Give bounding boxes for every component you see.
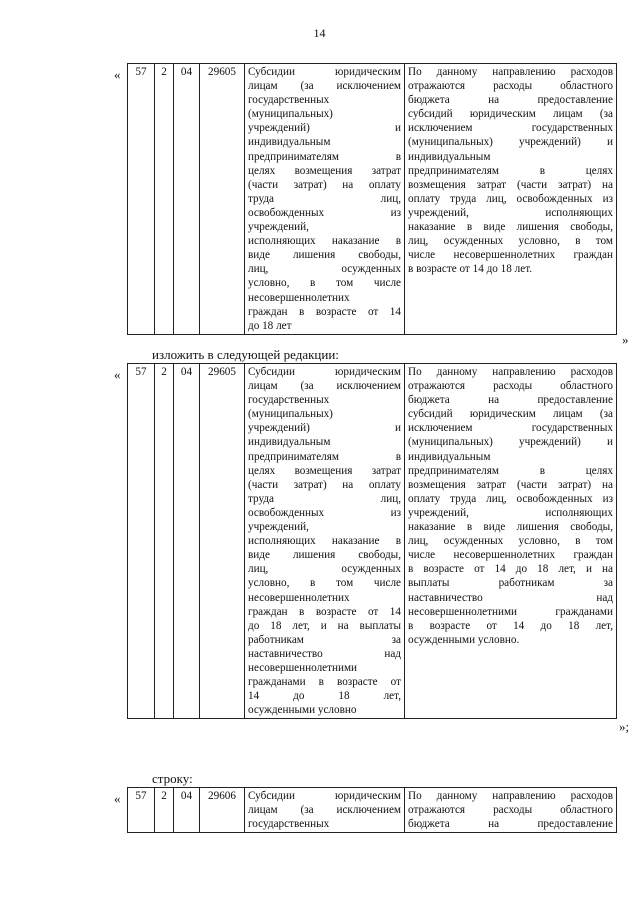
opening-quote: « bbox=[114, 367, 121, 382]
text-line: лиц, осужденных условно, в том bbox=[408, 535, 613, 548]
text-line: (муниципальных) учреждений) и bbox=[408, 136, 613, 149]
text-line: предпринимателям в bbox=[248, 150, 401, 163]
direction-name-text bbox=[248, 365, 401, 717]
budget-row-table-old bbox=[127, 63, 617, 335]
text-line: бюджета на предоставление bbox=[408, 818, 613, 831]
text-line: отражаются расходы областного bbox=[408, 80, 613, 93]
code-direction-cell: 29605 bbox=[200, 364, 245, 719]
text-line: несовершеннолетними bbox=[248, 661, 358, 674]
text-line: гражданами в возрасте от bbox=[248, 676, 401, 689]
budget-row-table-next bbox=[127, 787, 617, 833]
text-line: числе несовершеннолетних граждан bbox=[408, 249, 613, 262]
direction-description-text bbox=[408, 365, 613, 647]
text-line: 14 до 18 лет, bbox=[248, 690, 401, 703]
code-subsection-cell: 04 bbox=[174, 364, 200, 719]
direction-name-text bbox=[248, 65, 401, 333]
code-subsection-cell: 04 bbox=[174, 788, 200, 833]
text-line: учреждений, исполняющих bbox=[408, 206, 613, 219]
text-line: индивидуальным bbox=[408, 450, 491, 463]
text-line: отражаются расходы областного bbox=[408, 804, 613, 817]
text-line: (муниципальных) bbox=[248, 408, 333, 421]
text-line: государственных bbox=[248, 394, 330, 407]
text-line: в возрасте от 14 до 18 лет, и на bbox=[408, 563, 613, 576]
code-chapter-cell: 57 bbox=[128, 64, 155, 335]
text-line: до 18 лет, и на выплаты bbox=[248, 619, 401, 632]
text-line: исполняющих наказание в bbox=[248, 235, 401, 248]
text-line: исполняющих наказание в bbox=[248, 535, 401, 548]
opening-quote: « bbox=[114, 67, 121, 82]
text-line: труда лиц, bbox=[248, 492, 401, 505]
text-line: возмещения затрат (части затрат) на bbox=[408, 478, 613, 491]
closing-quote: »; bbox=[619, 719, 630, 734]
direction-name-cell bbox=[245, 364, 405, 719]
text-line: лиц, осужденных bbox=[248, 263, 401, 276]
text-line: учреждений) и bbox=[248, 422, 401, 435]
text-line: оплату труда лиц, освобожденных из bbox=[408, 492, 613, 505]
text-line: целях возмещения затрат bbox=[248, 164, 401, 177]
text-line: учреждений) и bbox=[248, 122, 401, 135]
text-line: несовершеннолетних bbox=[248, 291, 350, 304]
text-line: индивидуальным bbox=[248, 136, 331, 149]
table-row bbox=[128, 364, 617, 719]
text-line: наказание в виде лишения свободы, bbox=[408, 221, 613, 234]
text-line: осужденными условно. bbox=[408, 633, 520, 646]
text-line: в возрасте от 14 до 18 лет, bbox=[408, 619, 613, 632]
text-line: Субсидии юридическим bbox=[248, 66, 401, 78]
code-section-cell: 2 bbox=[155, 64, 174, 335]
code-subsection-cell: 04 bbox=[174, 64, 200, 335]
text-line: (части затрат) на оплату bbox=[248, 478, 401, 491]
page-number: 14 bbox=[313, 26, 326, 40]
text-line: граждан в возрасте от 14 bbox=[248, 305, 401, 318]
code-section-cell: 2 bbox=[155, 788, 174, 833]
code-chapter-cell: 57 bbox=[128, 788, 155, 833]
text-line: учреждений, bbox=[248, 221, 309, 234]
text-line: субсидий юридическим лицам (за bbox=[408, 408, 613, 421]
text-line: несовершеннолетними гражданами bbox=[408, 605, 613, 618]
text-line: возмещения затрат (части затрат) на bbox=[408, 178, 613, 191]
text-line: до 18 лет bbox=[248, 319, 292, 332]
text-line: отражаются расходы областного bbox=[408, 380, 613, 393]
text-line: наставничество над bbox=[408, 591, 613, 604]
direction-name-text bbox=[248, 789, 401, 831]
text-line: предпринимателям в целях bbox=[408, 164, 613, 177]
text-line: По данному направлению расходов bbox=[408, 366, 613, 378]
text-line: наставничество над bbox=[248, 647, 401, 660]
budget-row-table-new bbox=[127, 363, 617, 719]
closing-quote: » bbox=[622, 332, 629, 347]
text-line: в возрасте от 14 до 18 лет. bbox=[408, 263, 533, 276]
text-line: субсидий юридическим лицам (за bbox=[408, 108, 613, 121]
text-line: индивидуальным bbox=[248, 436, 331, 449]
table-row bbox=[128, 64, 617, 335]
text-line: работникам за bbox=[248, 633, 401, 646]
text-line: По данному направлению расходов bbox=[408, 66, 613, 78]
text-line: виде лишения свободы, bbox=[248, 549, 401, 562]
text-line: учреждений, исполняющих bbox=[408, 506, 613, 519]
text-line: учреждений, bbox=[248, 521, 309, 534]
code-chapter-cell: 57 bbox=[128, 364, 155, 719]
text-line: лицам (за исключением bbox=[248, 380, 401, 393]
code-direction-cell: 29605 bbox=[200, 64, 245, 335]
direction-description-cell bbox=[405, 64, 617, 335]
text-line: труда лиц, bbox=[248, 192, 401, 205]
text-line: (части затрат) на оплату bbox=[248, 178, 401, 191]
text-line: По данному направлению расходов bbox=[408, 790, 613, 802]
text-line: числе несовершеннолетних граждан bbox=[408, 549, 613, 562]
text-line: предпринимателям в целях bbox=[408, 464, 613, 477]
text-line: граждан в возрасте от 14 bbox=[248, 605, 401, 618]
text-line: индивидуальным bbox=[408, 150, 491, 163]
text-line: исключением государственных bbox=[408, 422, 613, 435]
table-row bbox=[128, 788, 617, 833]
text-line: лицам (за исключением bbox=[248, 80, 401, 93]
text-line: оплату труда лиц, освобожденных из bbox=[408, 192, 613, 205]
text-line: лиц, осужденных условно, в том bbox=[408, 235, 613, 248]
direction-name-cell bbox=[245, 64, 405, 335]
text-line: условно, в том числе bbox=[248, 277, 401, 290]
text-line: бюджета на предоставление bbox=[408, 94, 613, 107]
text-line: виде лишения свободы, bbox=[248, 249, 401, 262]
opening-quote: « bbox=[114, 791, 121, 806]
instruction-text: изложить в следующей редакции: bbox=[152, 347, 339, 362]
direction-description-cell bbox=[405, 364, 617, 719]
direction-description-text bbox=[408, 65, 613, 276]
text-line: целях возмещения затрат bbox=[248, 464, 401, 477]
text-line: осужденными условно bbox=[248, 704, 357, 717]
code-direction-cell: 29606 bbox=[200, 788, 245, 833]
direction-name-cell bbox=[245, 788, 405, 833]
direction-description-text bbox=[408, 789, 613, 831]
text-line: лиц, осужденных bbox=[248, 563, 401, 576]
text-line: (муниципальных) bbox=[248, 108, 333, 121]
text-line: освобожденных из bbox=[248, 506, 401, 519]
text-line: Субсидии юридическим bbox=[248, 790, 401, 802]
text-line: выплаты работникам за bbox=[408, 577, 613, 590]
text-line: освобожденных из bbox=[248, 206, 401, 219]
text-line: наказание в виде лишения свободы, bbox=[408, 521, 613, 534]
instruction-text: строку: bbox=[152, 771, 193, 786]
code-section-cell: 2 bbox=[155, 364, 174, 719]
text-line: исключением государственных bbox=[408, 122, 613, 135]
text-line: предпринимателям в bbox=[248, 450, 401, 463]
text-line: (муниципальных) учреждений) и bbox=[408, 436, 613, 449]
text-line: государственных bbox=[248, 818, 330, 831]
direction-description-cell bbox=[405, 788, 617, 833]
text-line: условно, в том числе bbox=[248, 577, 401, 590]
text-line: несовершеннолетних bbox=[248, 591, 350, 604]
text-line: государственных bbox=[248, 94, 330, 107]
text-line: Субсидии юридическим bbox=[248, 366, 401, 378]
text-line: лицам (за исключением bbox=[248, 804, 401, 817]
text-line: бюджета на предоставление bbox=[408, 394, 613, 407]
